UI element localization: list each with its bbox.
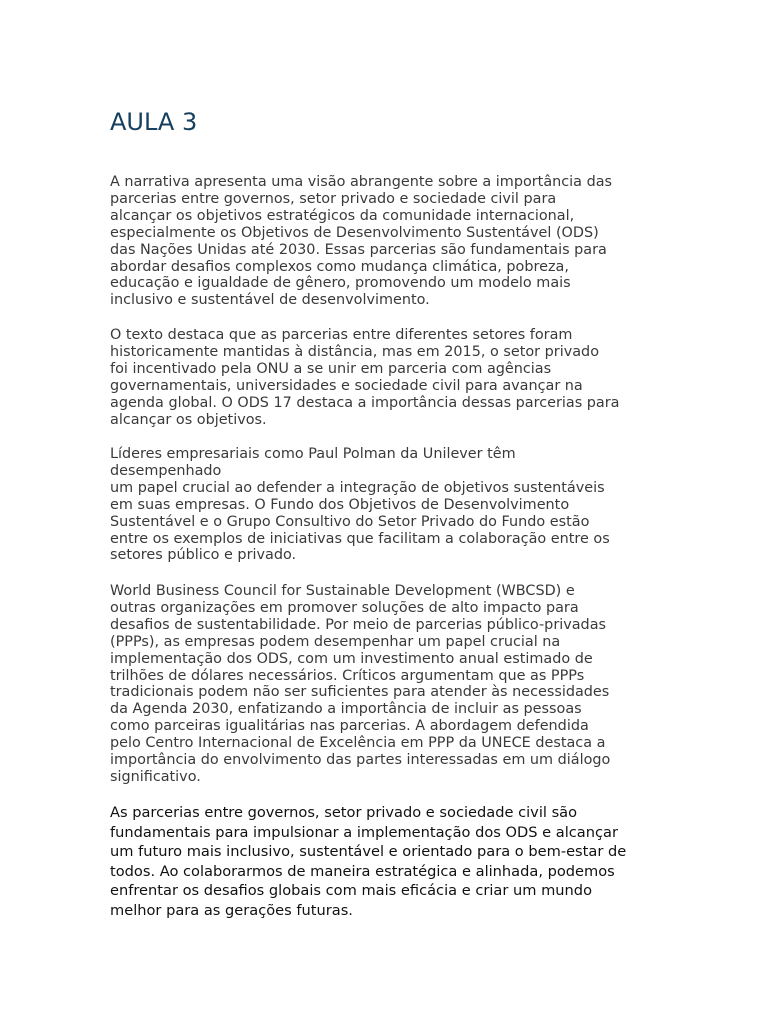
paragraph-history: O texto destaca que as parcerias entre diferentes setores foram historicamente mantidas à distância, mas em 2015, o setor privado foi incentivado pela ONU a se unir em parceria com agências governamentais, universidades e sociedade civil para avançar na agenda global. O ODS 17 destaca a importância dessas parcerias para alcançar os objetivos. xyxy=(110,327,620,428)
paragraph-leaders: Líderes empresariais como Paul Polman da Unilever têm desempenhado um papel crucial ao defender a integração de objetivos sustentáveis em suas empresas. O Fundo dos Objetivos de Desenvolvimento Sustentável e o Grupo Consultivo do Setor Privado do Fundo estão entre os exemplos de iniciativas que facilitam a colaboração entre os setores público e privado. xyxy=(110,446,610,564)
paragraph-intro: A narrativa apresenta uma visão abrangente sobre a importância das parcerias entre governos, setor privado e sociedade civil para alcançar os objetivos estratégicos da comunidade internacional, especialmente os Objetivos de Desenvolvimento Sustentável (ODS) das Nações Unidas até 2030. Essas parcerias são fundamentais para abordar desafios complexos como mudança climática, pobreza, educação e igualdade de gênero, promovendo um modelo mais inclusivo e sustentável de desenvolvimento. xyxy=(110,174,613,309)
paragraph-wbcsd: World Business Council for Sustainable Development (WBCSD) e outras organizações em promover soluções de alto impacto para desafios de sustentabilidade. Por meio de parcerias público-privadas (PPPs), as empresas podem desempenhar um papel crucial na implementação dos ODS, com um investimento anual estimado de trilhões de dólares necessários. Críticos argumentam que as PPPs tradicionais podem não ser suficientes para atender às necessidades da Agenda 2030, enfatizando a importância de incluir as pessoas como parceiras igualitárias nas parcerias. A abordagem defendida pelo Centro Internacional de Excelência em PPP da UNECE destaca a importância do envolvimento das partes interessadas em um diálogo significativo. xyxy=(110,583,611,785)
paragraph-conclusion: As parcerias entre governos, setor privado e sociedade civil são fundamentais para impulsionar a implementação dos ODS e alcançar um futuro mais inclusivo, sustentável e orientado para o bem-estar de todos. Ao colaborarmos de maneira estratégica e alinhada, podemos enfrentar os desafios globais com mais eficácia e criar um mundo melhor para as gerações futuras. xyxy=(110,804,627,919)
page-title: AULA 3 xyxy=(110,108,198,136)
